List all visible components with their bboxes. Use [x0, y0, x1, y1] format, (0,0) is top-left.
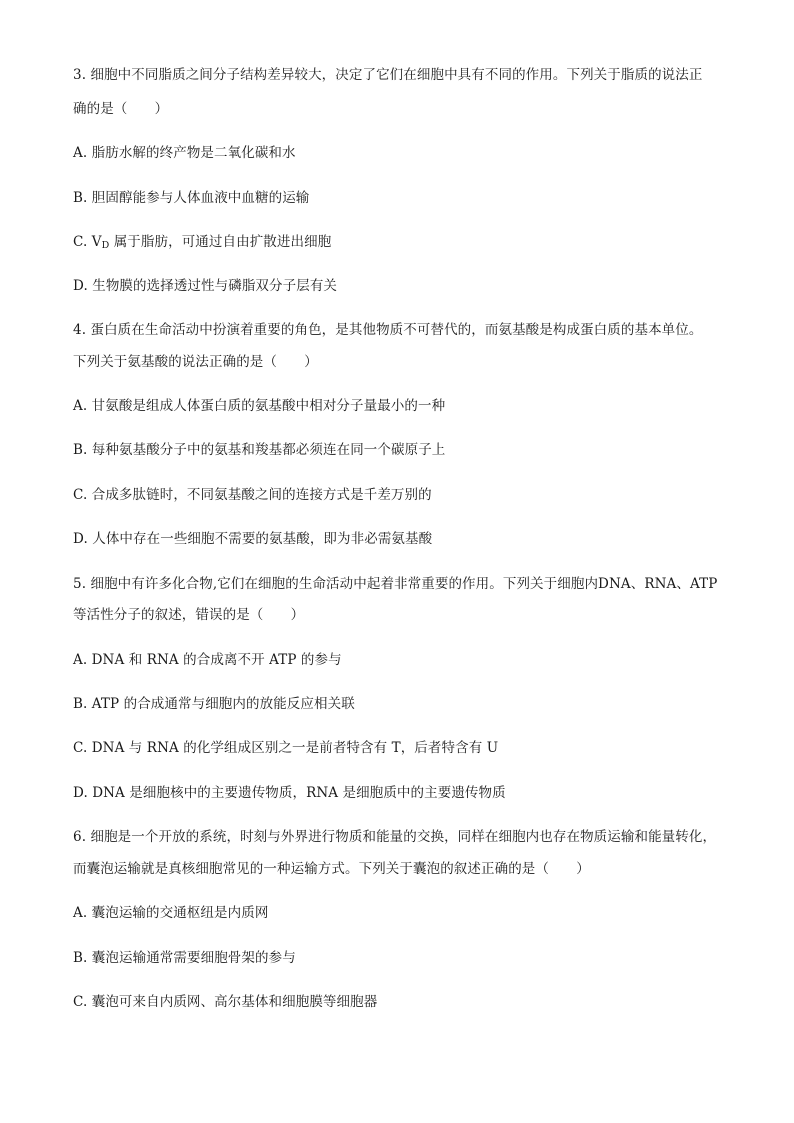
q3-option-c-suffix: 属于脂肪，可通过自由扩散进出细胞: [109, 234, 332, 250]
q6-option-b: B. 囊泡运输通常需要细胞骨架的参与: [73, 950, 296, 966]
q4-option-a: A. 甘氨酸是组成人体蛋白质的氨基酸中相对分子量最小的一种: [73, 398, 446, 414]
q4-stem-line1: 4. 蛋白质在生命活动中扮演着重要的角色，是其他物质不可替代的，而氨基酸是构成蛋白质的基本单位。: [73, 322, 703, 338]
q3-option-c-subscript: D: [101, 240, 110, 251]
q4-option-c: C. 合成多肽链时，不同氨基酸之间的连接方式是千差万别的: [73, 487, 432, 503]
q5-option-b: B. ATP 的合成通常与细胞内的放能反应相关联: [73, 696, 355, 712]
q4-option-b: B. 每种氨基酸分子中的氨基和羧基都必须连在同一个碳原子上: [73, 442, 446, 458]
q6-stem-line1: 6. 细胞是一个开放的系统，时刻与外界进行物质和能量的交换，同样在细胞内也存在物质运输和能量转化，: [73, 829, 717, 845]
q5-stem-line2: 等活性分子的叙述，错误的是（ ）: [73, 607, 305, 623]
q3-stem-line1: 3. 细胞中不同脂质之间分子结构差异较大，决定了它们在细胞中具有不同的作用。下列关于脂质的说法正: [73, 67, 703, 83]
q4-stem-line2: 下列关于氨基酸的说法正确的是（ ）: [73, 354, 318, 370]
q6-option-a: A. 囊泡运输的交通枢纽是内质网: [73, 905, 269, 921]
q3-option-a: A. 脂肪水解的终产物是二氧化碳和水: [73, 145, 296, 161]
q3-stem-line2: 确的是（ ）: [73, 101, 169, 117]
q6-stem-line2: 而囊泡运输就是真核细胞常见的一种运输方式。下列关于囊泡的叙述正确的是（ ）: [73, 861, 590, 877]
q5-stem-line1: 5. 细胞中有许多化合物,它们在细胞的生命活动中起着非常重要的作用。下列关于细胞内DNA、RNA、ATP: [73, 576, 718, 592]
q5-option-a: A. DNA 和 RNA 的合成离不开 ATP 的参与: [73, 652, 342, 668]
q4-option-d: D. 人体中存在一些细胞不需要的氨基酸，即为非必需氨基酸: [73, 531, 433, 547]
q3-option-c-prefix: C. V: [73, 234, 102, 250]
q3-option-d: D. 生物膜的选择透过性与磷脂双分子层有关: [73, 278, 338, 294]
q5-option-c: C. DNA 与 RNA 的化学组成区别之一是前者特含有 T，后者特含有 U: [73, 740, 499, 756]
q3-option-b: B. 胆固醇能参与人体血液中血糖的运输: [73, 190, 310, 206]
q6-option-c: C. 囊泡可来自内质网、高尔基体和细胞膜等细胞器: [73, 994, 378, 1010]
q3-option-c: [73, 233, 331, 255]
q5-option-d: D. DNA 是细胞核中的主要遗传物质，RNA 是细胞质中的主要遗传物质: [73, 785, 506, 801]
